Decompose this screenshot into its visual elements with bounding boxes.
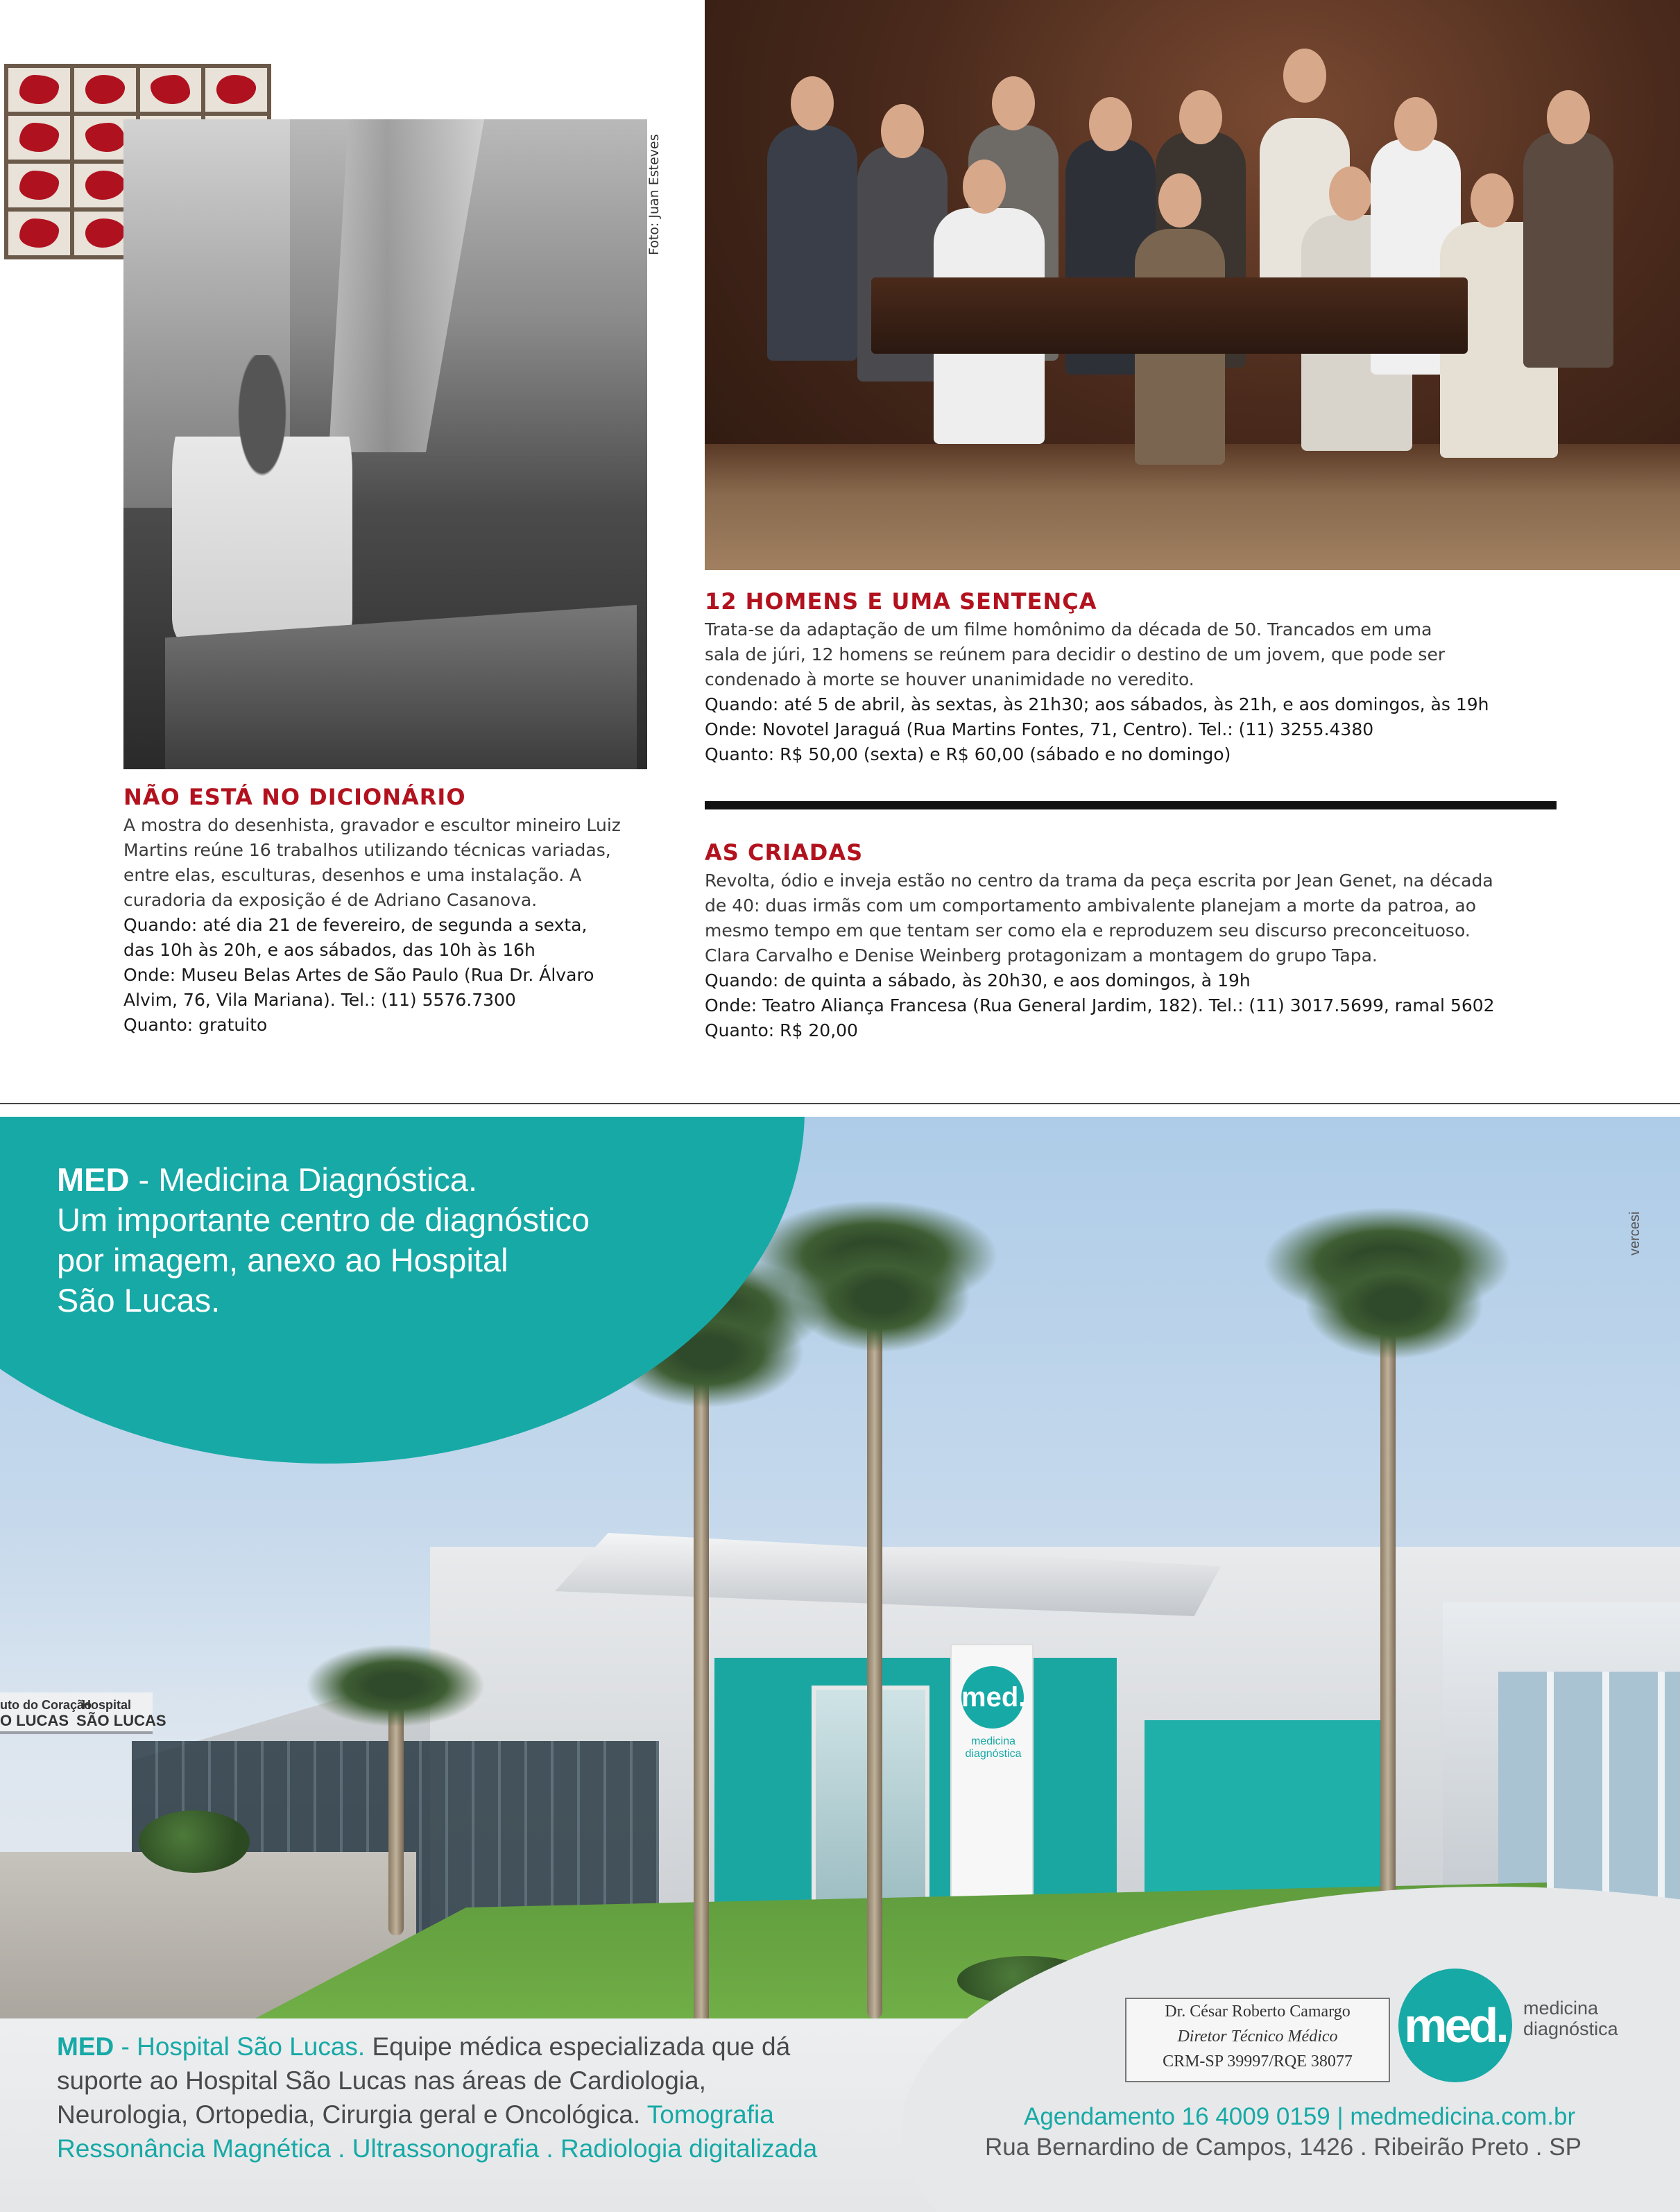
doctor-info-box [1125, 1998, 1390, 2082]
article-1-title: NÃO ESTÁ NO DICIONÁRIO [123, 784, 466, 810]
article-3-title: AS CRIADAS [705, 839, 864, 866]
small-palm-tree [388, 1699, 404, 1935]
page-divider [0, 1103, 1680, 1104]
ad-address: Rua Bernardino de Campos, 1426 . Ribeirão Preto . SP [985, 2134, 1582, 2161]
theatre-cast-photo [705, 0, 1680, 570]
building-logo: med. [961, 1666, 1024, 1729]
ad-description: MED - Hospital São Lucas. Equipe médica especializada que dá suporte ao Hospital São Lucas nas áreas de Cardiologia, Neurologia, Ortopedia, Cirurgia geral e Oncológica. Tomografia Ressonância Magnética . Ultrassonografia . Radiologia digitalizada [57, 2032, 818, 2163]
hospital-sign: uto do Coração Hospital O LUCAS SÃO LUCAS [0, 1692, 153, 1734]
med-advertisement [0, 1117, 1680, 2212]
doctor-crm: CRM-SP 39997/RQE 38077 [1163, 2052, 1353, 2070]
palm-tree [867, 1283, 882, 2018]
sculptor-photo [123, 119, 647, 769]
doctor-name: Dr. César Roberto Camargo [1165, 2003, 1351, 2021]
section-divider [705, 801, 1557, 809]
article-2-body: Trata-se da adaptação de um filme homônimo da década de 50. Trancados em uma sala de júri, 12 homens se reúnem para decidir o destino de um jovem, que pode ser condenado à morte se houver unanimidade no veredito. Quando: até 5 de abril, às sextas, às 21h30; aos sábados, às 21h, e aos domingos, às 19h Onde: Novotel Jaraguá (Rua Martins Fontes, 71, Centro). Tel.: (11) 3255.4380 Quanto: R$ 50,00 (sexta) e R$ 60,00 (sábado e no domingo) [705, 619, 1489, 764]
med-logo-text: medicina diagnóstica [1523, 1998, 1618, 2039]
ad-headline: MED - Medicina Diagnóstica. Um importante centro de diagnóstico por imagem, anexo ao Hospital São Lucas. [57, 1161, 590, 1319]
article-3-body: Revolta, ódio e inveja estão no centro da trama da peça escrita por Jean Genet, na década de 40: duas irmãs com um comportamento ambivalente planejam a morte da patroa, ao mesmo tempo em que tentam ser como ela e reproduzem seu discurso preconceituoso. Clara Carvalho e Denise Weinberg protagonizam a montagem do grupo Tapa. Quando: de quinta a sábado, às 20h30, e aos domingos, à 19h Onde: Teatro Aliança Francesa (Rua General Jardim, 182). Tel.: (11) 3017.5699, ramal 5602 Quanto: R$ 20,00 [705, 871, 1495, 1040]
article-1-body: A mostra do desenhista, gravador e escultor mineiro Luiz Martins reúne 16 trabalhos utilizando técnicas variadas, entre elas, esculturas, desenhos e uma instalação. A curadoria da exposição é de Adriano Casanova. Quando: até dia 21 de fevereiro, de segunda a sexta, das 10h às 20h, e aos sábados, das 10h às 16h Onde: Museu Belas Artes de São Paulo (Rua Dr. Álvaro Alvim, 76, Vila Mariana). Tel.: (11) 5576.7300 Quanto: gratuito [123, 815, 621, 1035]
ad-contact: Agendamento 16 4009 0159 | medmedicina.com.br [1024, 2103, 1576, 2130]
palm-tree [694, 1346, 709, 2025]
med-logo: med. [1398, 1969, 1512, 2082]
building-sign-text: medicina diagnóstica [965, 1735, 1022, 1760]
doctor-role: Diretor Técnico Médico [1177, 2027, 1338, 2046]
article-2-title: 12 HOMENS E UMA SENTENÇA [705, 588, 1097, 615]
ad-credit: vercesi [1627, 1211, 1643, 1255]
photo-credit: Foto: Juan Esteves [646, 134, 662, 255]
